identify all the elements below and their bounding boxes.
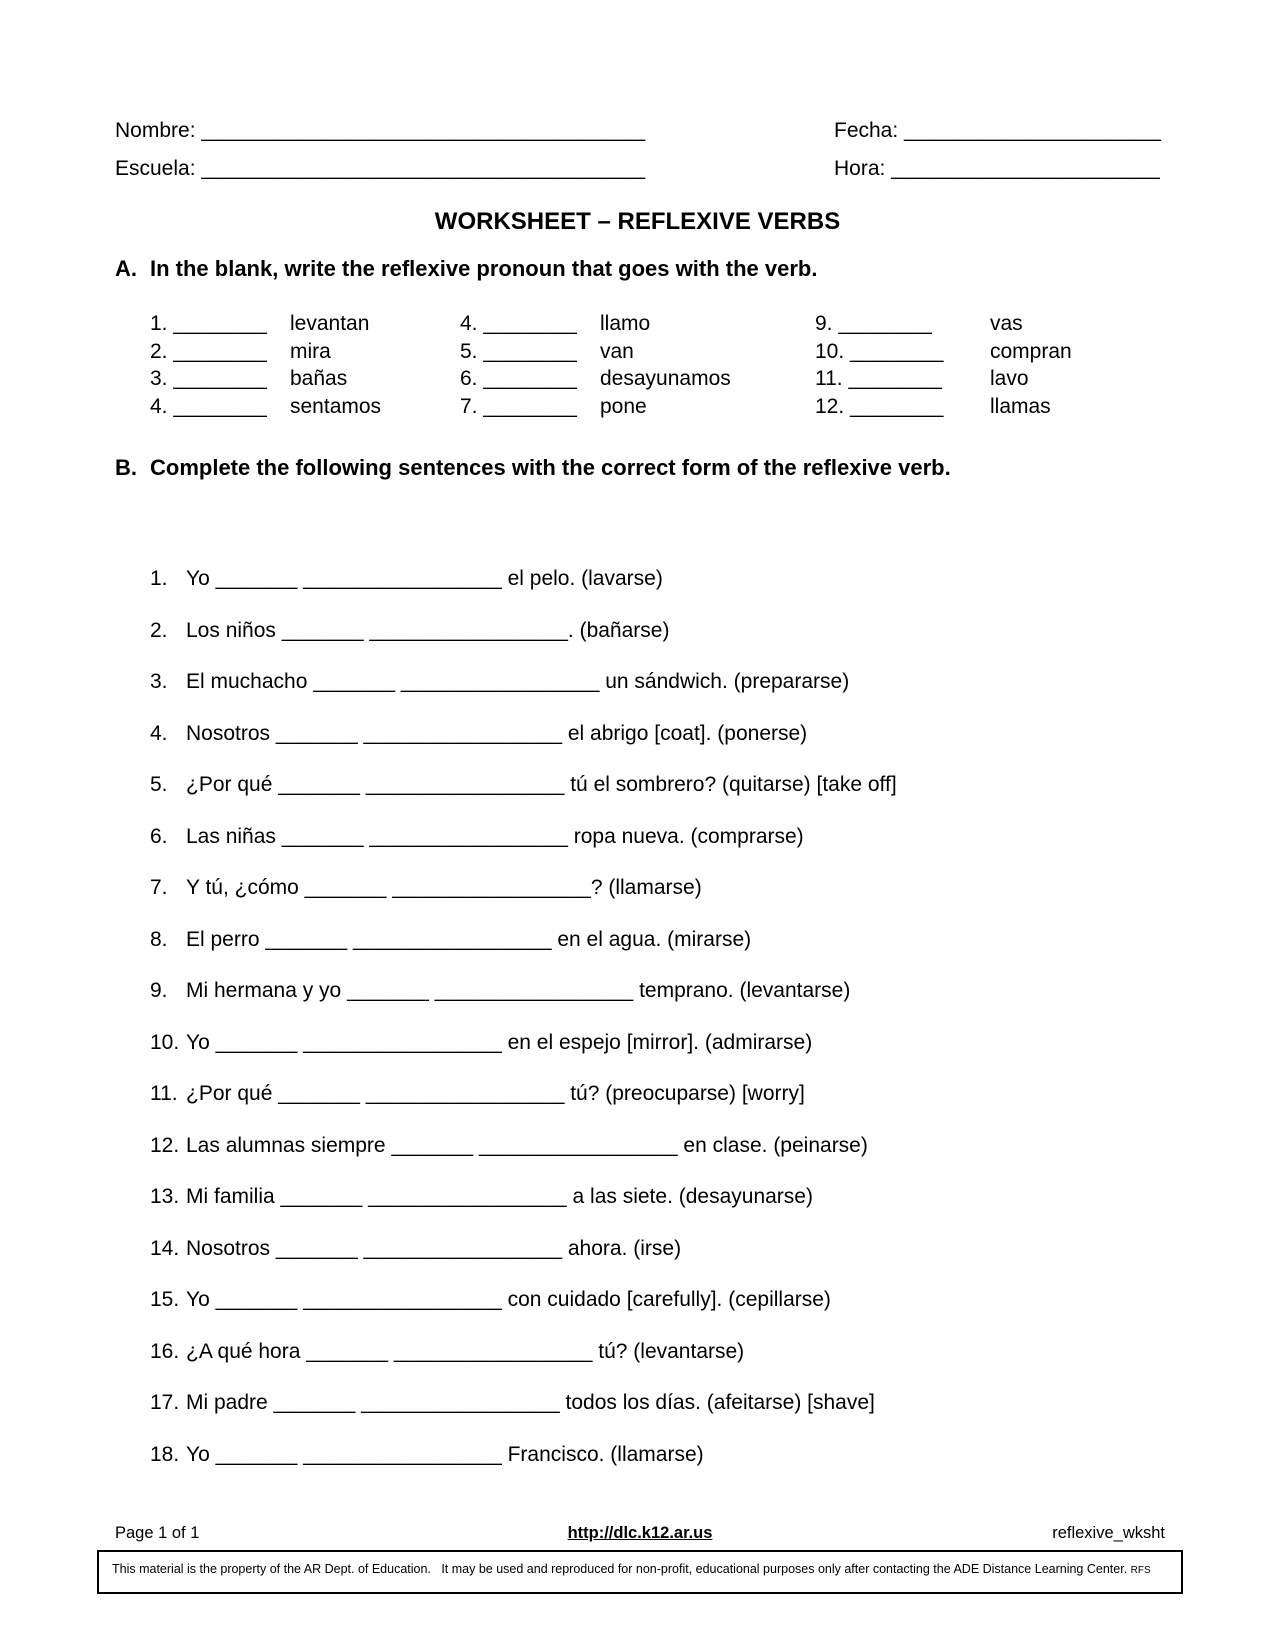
- section-a-item: [460, 365, 815, 393]
- sentence-suffix: temprano. (levantarse): [633, 979, 851, 1002]
- item-number: 4.: [150, 721, 168, 745]
- answer-blank-pronoun: _______: [306, 1339, 389, 1363]
- item-number: 6.: [150, 824, 168, 848]
- sentence-prefix: Yo: [186, 567, 210, 590]
- section-a-item: [460, 393, 815, 421]
- item-number: 18.: [150, 1442, 180, 1466]
- item-number: 17.: [150, 1391, 180, 1414]
- verb-label: llamas: [990, 394, 1051, 418]
- answer-blank-verb: _________________: [369, 618, 568, 642]
- section-a-item: [150, 338, 460, 366]
- item-number: 1.: [150, 567, 168, 590]
- sentence-text: [186, 1134, 868, 1157]
- item-number: 1.: [150, 312, 168, 335]
- copyright-notice-box: [97, 1550, 1183, 1594]
- sentence-text: [186, 928, 751, 951]
- verb-label: lavo: [990, 367, 1029, 390]
- section-a-item: [815, 393, 1160, 421]
- sentence-prefix: ¿Por qué: [186, 1082, 273, 1105]
- sentence-prefix: Nosotros: [186, 1236, 271, 1260]
- section-a-label: A.: [115, 256, 137, 281]
- sentence-item: [150, 1029, 1160, 1056]
- sentence-text: [186, 1288, 831, 1311]
- item-number: 9.: [150, 979, 168, 1002]
- sentence-prefix: ¿A qué hora: [186, 1339, 301, 1363]
- answer-blank: ________: [173, 394, 267, 418]
- item-number: 9.: [815, 312, 833, 335]
- item-number: 15.: [150, 1288, 180, 1311]
- sentence-item: [150, 1338, 1160, 1365]
- sentence-prefix: Las niñas: [186, 824, 276, 848]
- answer-blank-pronoun: _______: [215, 1030, 298, 1054]
- answer-blank-verb: _________________: [352, 927, 552, 951]
- sentence-text: [186, 1082, 805, 1105]
- sentence-item: [150, 771, 1160, 798]
- verb-label: bañas: [290, 367, 348, 390]
- sentence-suffix: a las siete. (desayunarse): [566, 1185, 813, 1208]
- sentence-text: [186, 979, 850, 1002]
- verb-label: levantan: [290, 312, 370, 335]
- sentence-item: [150, 874, 1160, 901]
- hour-label: Hora:: [834, 157, 886, 180]
- item-number: 10.: [150, 1030, 180, 1054]
- answer-blank: ________: [483, 394, 577, 418]
- sentence-prefix: Mi hermana y yo: [186, 979, 342, 1002]
- sentence-suffix: . (bañarse): [567, 618, 670, 642]
- sentence-text: [186, 619, 669, 642]
- sentence-item: [150, 1389, 1160, 1416]
- verb-label: desayunamos: [600, 367, 731, 390]
- item-number: 7.: [150, 876, 168, 899]
- sentence-text: [186, 773, 897, 796]
- sentence-suffix: un sándwich. (prepararse): [599, 670, 850, 693]
- answer-blank-verb: _________________: [303, 1442, 502, 1466]
- sentence-prefix: El muchacho: [186, 670, 308, 693]
- section-a-item: [815, 310, 1160, 338]
- section-a-heading: In the blank, write the reflexive pronoun that goes with the verb.: [150, 256, 818, 281]
- answer-blank-pronoun: _______: [278, 773, 360, 796]
- sentence-text: [186, 670, 849, 693]
- answer-blank: ________: [483, 312, 577, 335]
- sentence-suffix: tú? (preocuparse) [worry]: [564, 1082, 805, 1105]
- answer-blank-verb: _________________: [303, 567, 502, 590]
- answer-blank-pronoun: _______: [391, 1133, 474, 1157]
- answer-blank-verb: _________________: [303, 1288, 502, 1311]
- answer-blank: ________: [850, 339, 944, 363]
- sentence-item: [150, 565, 1160, 592]
- sentence-suffix: tú? (levantarse): [592, 1339, 745, 1363]
- sentence-suffix: ropa nueva. (comprarse): [567, 824, 804, 848]
- sentence-suffix: en clase. (peinarse): [677, 1133, 868, 1157]
- sentence-item: [150, 1286, 1160, 1313]
- answer-blank: ________: [838, 312, 932, 335]
- sentence-text: [186, 825, 804, 848]
- sentence-prefix: Los niños: [186, 618, 276, 642]
- header-row-1: [115, 112, 1160, 150]
- answer-blank-pronoun: _______: [278, 1082, 360, 1105]
- sentence-item: [150, 1183, 1160, 1210]
- answer-blank: ________: [483, 367, 577, 390]
- item-number: 11.: [150, 1082, 178, 1105]
- answer-blank-pronoun: _______: [281, 824, 364, 848]
- item-number: 8.: [150, 927, 168, 951]
- verb-label: mira: [290, 339, 331, 363]
- answer-blank-verb: _________________: [368, 1185, 567, 1208]
- sentence-suffix: todos los días. (afeitarse) [shave]: [559, 1391, 875, 1414]
- answer-blank: ________: [173, 339, 267, 363]
- sentence-suffix: en el espejo [mirror]. (admirarse): [501, 1030, 813, 1054]
- section-a-grid: [150, 310, 1160, 420]
- section-a-item: [815, 338, 1160, 366]
- answer-blank-pronoun: _______: [281, 618, 364, 642]
- answer-blank: ________: [483, 339, 577, 363]
- section-b-heading-row: [115, 455, 1160, 480]
- sentence-item: [150, 1441, 1160, 1468]
- item-number: 12.: [150, 1133, 180, 1157]
- answer-blank-pronoun: _______: [313, 670, 396, 693]
- header-row-2: [115, 150, 1160, 188]
- item-number: 10.: [815, 339, 845, 363]
- item-number: 11.: [815, 367, 843, 390]
- date-field: [834, 112, 1160, 150]
- answer-blank-pronoun: _______: [275, 721, 358, 745]
- sentence-suffix: en el agua. (mirarse): [551, 927, 752, 951]
- item-number: 5.: [460, 339, 478, 363]
- answer-blank: ________: [848, 367, 942, 390]
- section-a-item: [150, 365, 460, 393]
- answer-blank-pronoun: _______: [347, 979, 429, 1002]
- initials-rfs: RFS: [1130, 1565, 1151, 1576]
- section-a-item: [460, 338, 815, 366]
- section-b-list: [115, 565, 1160, 1468]
- answer-blank-pronoun: _______: [304, 876, 387, 899]
- sentence-item: [150, 668, 1160, 695]
- sentence-prefix: Mi familia: [186, 1185, 275, 1208]
- sentence-item: [150, 823, 1160, 850]
- item-number: 7.: [460, 394, 478, 418]
- page-title: WORKSHEET – REFLEXIVE VERBS: [434, 208, 841, 235]
- site-url-link[interactable]: http://dlc.k12.ar.us: [567, 1524, 713, 1542]
- verb-label: pone: [600, 394, 647, 418]
- sentence-text: [186, 722, 807, 745]
- answer-blank: ________: [173, 367, 267, 390]
- date-line: ______________________: [904, 119, 1161, 142]
- answer-blank-pronoun: _______: [215, 1288, 298, 1311]
- copyright-notice: This material is the property of the AR Dept. of Education. It may be used and reproduced for non-profit, educational purposes only after contacting the ADE Distance Learning Center.: [112, 1562, 1128, 1576]
- sentence-prefix: Nosotros: [186, 721, 271, 745]
- item-number: 13.: [150, 1185, 180, 1208]
- verb-label: llamo: [600, 312, 651, 335]
- school-field: [115, 150, 645, 188]
- answer-blank-pronoun: _______: [215, 567, 298, 590]
- item-number: 4.: [460, 312, 478, 335]
- section-a-item: [815, 365, 1160, 393]
- name-field: [115, 112, 645, 150]
- answer-blank-verb: _________________: [393, 1339, 593, 1363]
- school-label: Escuela:: [115, 157, 196, 180]
- sentence-suffix: con cuidado [carefully]. (cepillarse): [501, 1288, 831, 1311]
- footer-row: [97, 1524, 1183, 1543]
- sentence-suffix: Francisco. (llamarse): [501, 1442, 704, 1466]
- sentence-text: [186, 1391, 875, 1414]
- section-a-heading-row: [115, 256, 1160, 281]
- item-number: 5.: [150, 773, 168, 796]
- hour-field: [834, 150, 1160, 188]
- answer-blank-pronoun: _______: [280, 1185, 363, 1208]
- sentence-suffix: el pelo. (lavarse): [501, 567, 663, 590]
- sentence-text: [186, 1031, 812, 1054]
- verb-label: compran: [990, 339, 1072, 363]
- sentence-item: [150, 977, 1160, 1004]
- sentence-item: [150, 1080, 1160, 1107]
- item-number: 14.: [150, 1236, 180, 1260]
- answer-blank-pronoun: _______: [275, 1236, 358, 1260]
- answer-blank-pronoun: _______: [265, 927, 348, 951]
- section-a-item: [150, 310, 460, 338]
- item-number: 4.: [150, 394, 168, 418]
- answer-blank-verb: _________________: [363, 721, 563, 745]
- verb-label: vas: [990, 312, 1023, 335]
- sentence-item: [150, 1132, 1160, 1159]
- answer-blank-verb: _________________: [365, 1082, 565, 1105]
- sentence-text: [186, 1340, 744, 1363]
- sentence-suffix: ? (llamarse): [590, 876, 702, 899]
- item-number: 2.: [150, 618, 168, 642]
- section-a-item: [460, 310, 815, 338]
- answer-blank: ________: [173, 312, 267, 335]
- sentence-item: [150, 617, 1160, 644]
- section-b-heading: Complete the following sentences with the correct form of the reflexive verb.: [150, 455, 951, 480]
- sentence-prefix: El perro: [186, 927, 260, 951]
- answer-blank-pronoun: _______: [215, 1442, 298, 1466]
- answer-blank-verb: _________________: [369, 824, 568, 848]
- sentence-prefix: Yo: [186, 1288, 210, 1311]
- page-number: Page 1 of 1: [115, 1524, 200, 1542]
- name-line: ______________________________________: [201, 119, 646, 142]
- item-number: 3.: [150, 367, 168, 390]
- answer-blank-verb: _________________: [434, 979, 634, 1002]
- item-number: 6.: [460, 367, 478, 390]
- verb-label: van: [600, 339, 634, 363]
- section-a-item: [150, 393, 460, 421]
- sentence-item: [150, 1235, 1160, 1262]
- date-label: Fecha:: [834, 119, 899, 142]
- sentence-text: [186, 1185, 813, 1208]
- sentence-suffix: el abrigo [coat]. (ponerse): [562, 721, 808, 745]
- sentence-prefix: ¿Por qué: [186, 773, 273, 796]
- answer-blank-pronoun: _______: [273, 1391, 356, 1414]
- item-number: 16.: [150, 1339, 180, 1363]
- sentence-text: [186, 876, 702, 899]
- answer-blank-verb: _________________: [363, 1236, 563, 1260]
- answer-blank: ________: [850, 394, 944, 418]
- answer-blank-verb: _________________: [392, 876, 591, 899]
- answer-blank-verb: _________________: [303, 1030, 502, 1054]
- answer-blank-verb: _________________: [365, 773, 565, 796]
- sentence-prefix: Yo: [186, 1442, 210, 1466]
- answer-blank-verb: _________________: [361, 1391, 560, 1414]
- sentence-prefix: Mi padre: [186, 1391, 268, 1414]
- sentence-prefix: Y tú, ¿cómo: [186, 876, 299, 899]
- page-footer: [97, 1524, 1183, 1594]
- item-number: 3.: [150, 670, 168, 693]
- verb-label: sentamos: [290, 394, 382, 418]
- sentence-item: [150, 926, 1160, 953]
- answer-blank-verb: _________________: [400, 670, 600, 693]
- sentence-text: [186, 1443, 704, 1466]
- sentence-prefix: Yo: [186, 1030, 210, 1054]
- sentence-text: [186, 567, 663, 590]
- item-number: 12.: [815, 394, 845, 418]
- hour-line: _______________________: [891, 157, 1160, 180]
- sentence-text: [186, 1237, 681, 1260]
- sentence-suffix: ahora. (irse): [562, 1236, 682, 1260]
- answer-blank-verb: _________________: [479, 1133, 678, 1157]
- sentence-item: [150, 720, 1160, 747]
- item-number: 2.: [150, 339, 168, 363]
- school-line: ______________________________________: [201, 157, 646, 180]
- document-name: reflexive_wksht: [1052, 1524, 1165, 1542]
- sentence-suffix: tú el sombrero? (quitarse) [take off]: [564, 773, 897, 796]
- sentence-prefix: Las alumnas siempre: [186, 1133, 386, 1157]
- section-b-label: B.: [115, 455, 137, 480]
- name-label: Nombre:: [115, 119, 196, 142]
